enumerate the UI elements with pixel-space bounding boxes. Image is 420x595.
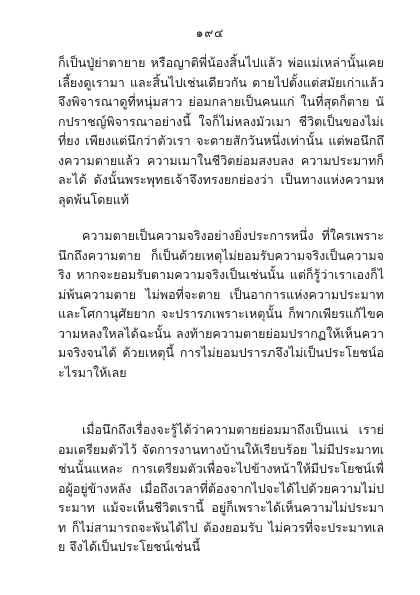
page-number: ๑๙๔: [195, 26, 225, 40]
paragraph-2: ความตายเป็นความจริงอย่างยิ่งประการหนึ่ง ที่ใครเพราะนึกถึงความตาย ก็เป็นด้วยเหตุไม่ยอมรับความจริงเป็นความจริง หากจะยอมรับตามความจริงเป็นเช่นนั้น แต่ก็รู้ว่าเราเองก็ไม่พ้นความตาย ไม่พอที่จะตาย เป็นอาการแห่งความประมาท และโศกานุศัยยาก จะปรารภเพราะเหตุนั้น ก็พากเพียรแก้ไขความหลงใหลได้ฉะนั้น ลงท้ายความตายย่อมปรากฏให้เห็นความจริงจนได้ ด้วยเหตุนี้ การไม่ยอมปรารภจึงไม่เป็นประโยชน์อะไรมาให้เลย: [58, 228, 384, 380]
paragraph-3: เมื่อนึกถึงเรื่องจะรู้ได้ว่าความตายย่อมมาถึงเป็นแน่ เราย่อมเตรียมตัวไว้ จัดการงานทางบ้านให้เรียบร้อย ไม่มีประมาทเช่นนั้นแหละ การเตรียมตัวเพื่อจะไปข้างหน้าให้มีประโยชน์เพื่อผู้อยู่ข้างหลัง เมื่อถึงเวลาที่ต้องจากไปจะได้ไปด้วยความไม่ประมาท แม้จะเห็นชีวิตเรานี้ อยู่ก็เพราะได้เห็นความไม่ประมาท ก็ไม่สามารถจะพ้นได้ไป ต้องยอมรับ ไม่ควรที่จะประมาทเลย จึงได้เป็นประโยชน์เช่นนี้: [58, 422, 384, 554]
paragraph-1: ก็เป็นปู่ย่าตายาย หรือญาติพี่น้องสิ้นไปแล้ว พ่อแม่เหล่านั้นเคยเลี้ยงดูเรามา และสิ้นไปเช่นเดียวกัน ตายไปตั้งแต่สมัยเก่าแล้ว จึงพิจารณาดูที่หนุ่มสาว ย่อมกลายเป็นคนแก่ ในที่สุดก็ตาย นักปราชญ์พิจารณาอย่างนี้ ใจก็ไม่หลงมัวเมา ชีวิตเป็นของไม่เที่ยง เพียงแต่นึกว่าตัวเรา จะตายสักวันหนึ่งเท่านั้น แต่พอนึกถึงความตายแล้ว ความเมาในชีวิตย่อมสงบลง ความประมาทก็ละได้ ดังนั้นพระพุทธเจ้าจึงทรงยกย่องว่า เป็นทางแห่งความหลุดพ้นโดยแท้: [58, 55, 384, 207]
